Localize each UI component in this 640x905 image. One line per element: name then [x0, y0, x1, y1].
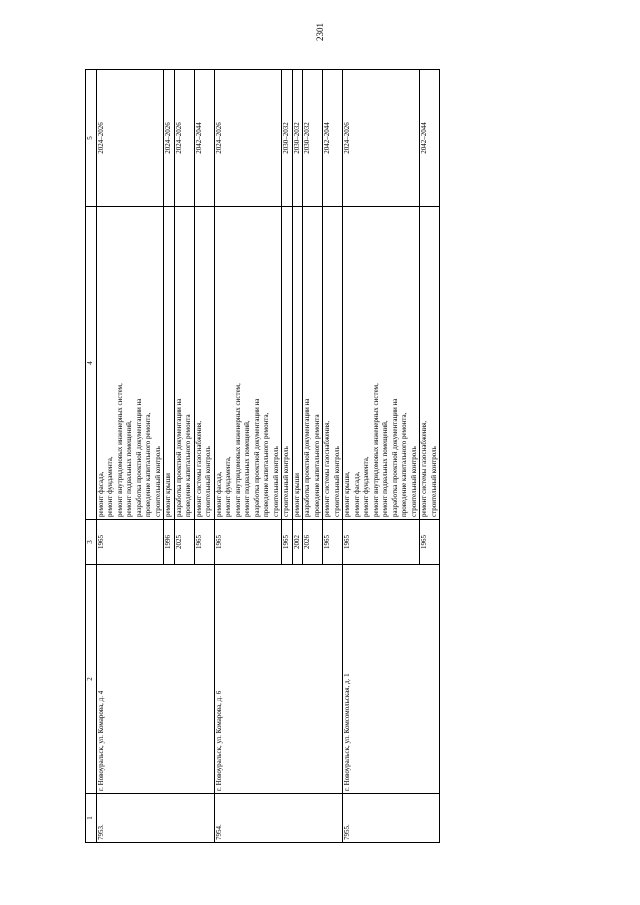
works-line: проведение капитального ремонта, — [262, 412, 270, 517]
address-cell: г. Новоуральск, ул. Комарова, д. 4 — [96, 565, 214, 794]
period-cell: 2030–2032 — [292, 70, 303, 207]
works-line: ремонт фундамента, — [224, 456, 232, 517]
year-cell: 2026 — [303, 520, 323, 565]
period-cell: 2042–2044 — [323, 70, 343, 207]
works-line: ремонт крыши — [292, 473, 301, 517]
works-line: строительный контроль — [409, 446, 418, 517]
period-cell: 2024–2026 — [214, 70, 282, 207]
works-line: ремонт подвальных помещений, — [381, 420, 389, 517]
works-cell — [96, 207, 164, 520]
year-cell: 1965 — [282, 520, 293, 565]
period-cell: 2042–2044 — [194, 70, 214, 207]
year-cell: 1965 — [323, 520, 343, 565]
period-cell: 2030–2032 — [282, 70, 293, 207]
works-cell — [343, 207, 420, 520]
works-line: строительный контроль — [153, 446, 162, 517]
works-line: разработка проектной документации на — [174, 398, 183, 517]
works-line: ремонт внутридомовых инженерных систем, — [115, 383, 124, 517]
works-line: ремонт фундамента, — [362, 456, 370, 517]
table-row — [343, 70, 420, 843]
header-col-4: 4 — [86, 207, 97, 520]
address-cell: г. Новоуральск, ул. Комарова, д. 6 — [214, 565, 343, 794]
year-cell: 1965 — [194, 520, 214, 565]
works-cell — [214, 207, 282, 520]
period-cell: 2024–2026 — [96, 70, 164, 207]
period-cell: 2024–2026 — [343, 70, 420, 207]
works-line: ремонт внутридомовых инженерных систем, — [233, 383, 242, 517]
works-line: ремонт внутридомовых инженерных систем, — [371, 383, 380, 517]
works-line: ремонт фасада, — [214, 471, 223, 517]
record-number: 7955. — [343, 794, 440, 843]
works-line: строительный контроль — [429, 446, 438, 517]
address-cell: г. Новоуральск, ул. Комсомольская, д. 1 — [343, 565, 440, 794]
works-cell — [194, 207, 214, 520]
record-number: 7954. — [214, 794, 343, 843]
works-line: ремонт фасада, — [96, 471, 105, 517]
period-cell: 2024–2026 — [164, 70, 175, 207]
year-cell: 1965 — [420, 520, 440, 565]
record-number: 7953. — [96, 794, 214, 843]
period-cell: 2030–2032 — [303, 70, 323, 207]
works-line: строительный контроль — [204, 446, 212, 517]
repair-schedule-table — [85, 69, 440, 843]
works-line: ремонт системы газоснабжения, — [194, 420, 203, 517]
year-cell: 2002 — [292, 520, 303, 565]
works-line: проведение капитального ремонта, — [400, 412, 408, 517]
works-line: строительный контроль — [282, 446, 290, 517]
period-cell: 2042–2044 — [420, 70, 440, 207]
works-cell — [292, 207, 303, 520]
year-cell: 1996 — [164, 520, 175, 565]
works-line: проведение капитального ремонта — [184, 414, 192, 517]
table-row — [214, 70, 282, 843]
rotated-table-container — [85, 75, 530, 843]
works-line: проведение капитального ремонта — [312, 414, 321, 517]
works-line: строительный контроль — [332, 446, 341, 517]
year-cell: 1965 — [214, 520, 282, 565]
works-cell — [420, 207, 440, 520]
works-line: ремонт фасада, — [352, 471, 361, 517]
year-cell: 1965 — [96, 520, 164, 565]
works-line: ремонт крыши — [164, 473, 172, 517]
works-line: проведение капитального ремонта, — [144, 412, 152, 517]
period-cell: 2024–2026 — [174, 70, 194, 207]
works-line: ремонт крыши, — [343, 471, 351, 517]
works-line: строительный контроль — [271, 446, 280, 517]
header-row — [86, 70, 97, 843]
year-cell: 1965 — [343, 520, 420, 565]
works-line: ремонт системы газоснабжения, — [420, 420, 428, 517]
works-cell — [174, 207, 194, 520]
table-row — [96, 70, 164, 843]
table-body — [96, 70, 440, 843]
works-cell — [303, 207, 323, 520]
works-line: ремонт подвальных помещений, — [243, 420, 251, 517]
year-cell: 2025 — [174, 520, 194, 565]
works-cell — [282, 207, 293, 520]
header-col-1: 1 — [86, 794, 97, 843]
works-line: разработка проектной документации на — [390, 398, 399, 517]
works-cell — [164, 207, 175, 520]
header-col-5: 5 — [86, 70, 97, 207]
works-cell — [323, 207, 343, 520]
works-line: ремонт системы газоснабжения, — [323, 420, 331, 517]
works-line: разработка проектной документации на — [252, 398, 261, 517]
page-number: 2301 — [315, 23, 325, 41]
header-col-3: 3 — [86, 520, 97, 565]
works-line: разработка проектной документации на — [134, 398, 143, 517]
works-line: разработка проектной документации на — [303, 398, 311, 517]
works-line: ремонт подвальных помещений, — [125, 420, 133, 517]
header-col-2: 2 — [86, 565, 97, 794]
works-line: ремонт фундамента, — [106, 456, 114, 517]
